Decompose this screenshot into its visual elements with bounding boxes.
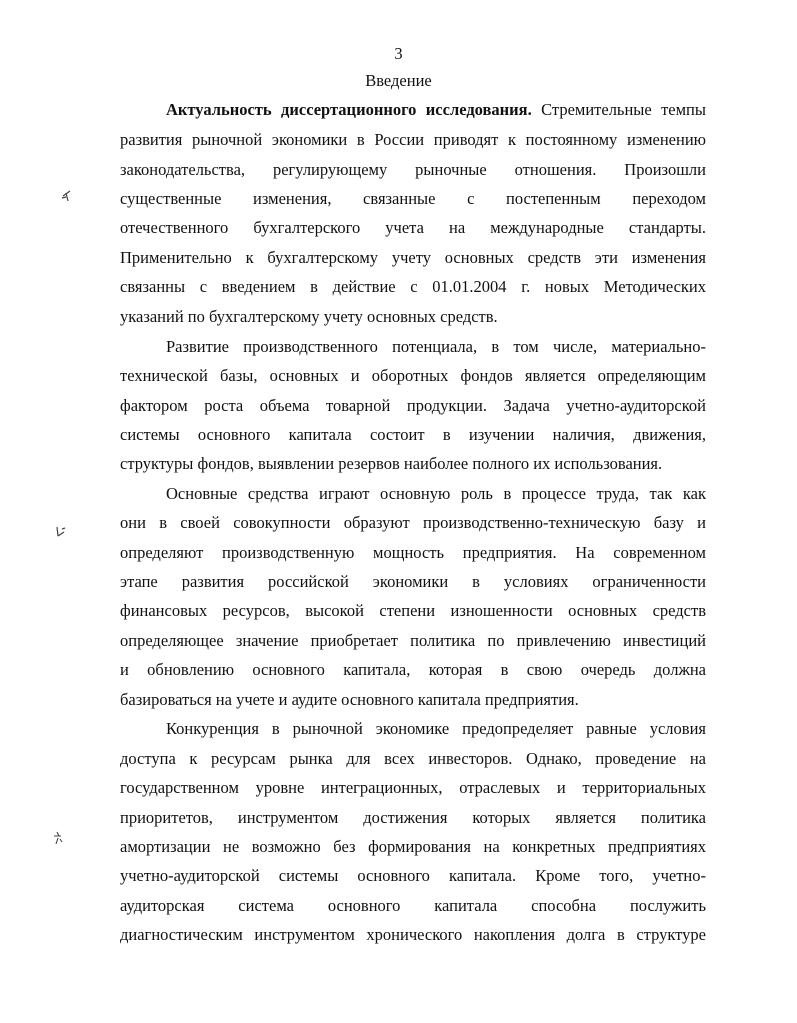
paragraph-2-line-2: технической базы, основных и оборотных фондов является определяющим	[120, 366, 706, 385]
paragraph-1-line-4: существенные изменения, связанные с постепенным переходом	[120, 189, 706, 208]
paragraph-2-line-1: Развитие производственного потенциала, в том числе, материально-	[166, 337, 706, 356]
paragraph-4-line-7: аудиторская система основного капитала способна послужить	[120, 896, 706, 915]
paragraph-4-line-4: приоритетов, инструментом достижения которых является политика	[120, 808, 706, 827]
page-number: 3	[394, 44, 403, 63]
paragraph-2-line-5: структуры фондов, выявлении резервов наиболее полного их использования.	[120, 454, 663, 473]
paragraph-3-line-8: базироваться на учете и аудите основного капитала предприятия.	[120, 690, 579, 709]
paragraph-3-line-7: и обновлению основного капитала, которая в свою очередь должна	[120, 660, 706, 679]
paragraph-1-line-3: законодательства, регулирующему рыночные отношения. Произошли	[120, 160, 706, 179]
paragraph-3-line-1: Основные средства играют основную роль в процессе труда, так как	[166, 484, 706, 503]
paragraph-4-line-1: Конкуренция в рыночной экономике предопределяет равные условия	[166, 719, 706, 738]
section-heading: Введение	[365, 71, 432, 90]
paragraph-2-line-4: системы основного капитала состоит в изучении наличия, движения,	[120, 425, 706, 444]
paragraph-4-line-3: государственном уровне интеграционных, отраслевых и территориальных	[120, 778, 706, 797]
paragraph-1-line-8: указаний по бухгалтерскому учету основных средств.	[120, 307, 498, 326]
paragraph-3-line-3: определяют производственную мощность предприятия. На современном	[120, 543, 706, 562]
relevance-lead: Актуальность диссертационного исследования.	[166, 100, 532, 119]
paragraph-3-line-2: они в своей совокупности образуют производственно-техническую базу и	[120, 513, 706, 532]
paragraph-1-line-1: Актуальность диссертационного исследования. Стремительные темпы	[166, 100, 706, 119]
paragraph-4-line-2: доступа к ресурсам рынка для всех инвесторов. Однако, проведение на	[120, 749, 706, 768]
paragraph-2-line-3: фактором роста объема товарной продукции. Задача учетно-аудиторской	[120, 396, 706, 415]
paragraph-3-line-5: финансовых ресурсов, высокой степени изношенности основных средств	[120, 601, 706, 620]
paragraph-1-line-6: Применительно к бухгалтерскому учету основных средств эти изменения	[120, 248, 706, 267]
scan-mark-1	[60, 188, 74, 204]
paragraph-4-line-5: амортизации не возможно без формирования на конкретных предприятиях	[120, 837, 706, 856]
paragraph-1-line-5: отечественного бухгалтерского учета на международные стандарты.	[120, 218, 706, 237]
paragraph-4-line-6: учетно-аудиторской системы основного капитала. Кроме того, учетно-	[120, 866, 706, 885]
paragraph-4-line-8: диагностическим инструментом хронического накопления долга в структуре	[120, 925, 706, 944]
scan-mark-3	[51, 830, 65, 846]
scan-mark-2	[54, 525, 68, 539]
paragraph-3-line-4: этапе развития российской экономики в условиях ограниченности	[120, 572, 706, 591]
paragraph-1-line-7: связанны с введением в действие с 01.01.2004 г. новых Методических	[120, 277, 706, 296]
paragraph-1-line-2: развития рыночной экономики в России приводят к постоянному изменению	[120, 130, 706, 149]
paragraph-3-line-6: определяющее значение приобретает политика по привлечению инвестиций	[120, 631, 706, 650]
